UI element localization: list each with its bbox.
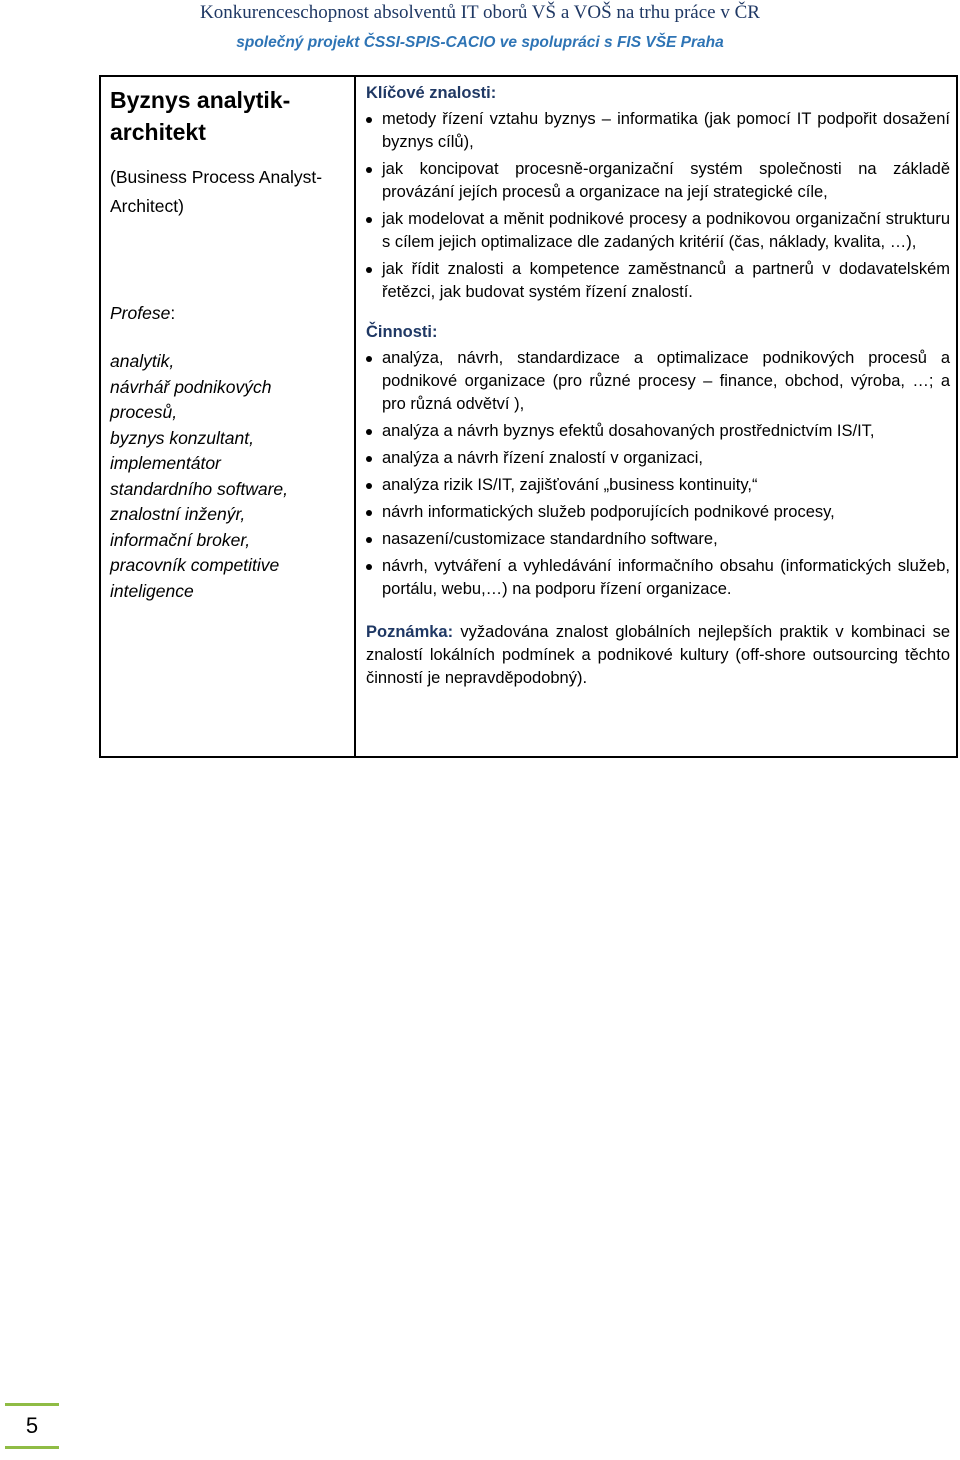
activity-item — [366, 420, 950, 443]
profese-item: analytik, — [110, 351, 175, 371]
activity-item — [366, 474, 950, 497]
note-label: Poznámka: — [366, 623, 454, 641]
bullet-icon — [366, 537, 372, 543]
page-number-box — [5, 1403, 59, 1449]
knowledge-item — [366, 258, 950, 304]
role-english-line: (Business Process Analyst- — [110, 167, 323, 187]
bullet-icon — [366, 429, 372, 435]
activity-item-text: analýza a návrh byznys efektů dosahovaných prostřednictvím IS/IT, — [382, 422, 875, 440]
profese-label — [110, 301, 346, 325]
activities-list — [366, 347, 950, 601]
knowledge-list — [366, 108, 950, 304]
activity-item-text: analýza a návrh řízení znalostí v organizaci, — [382, 449, 704, 467]
note-text: vyžadována znalost globálních nejlepších praktik v kombinaci se znalostí lokálních podmínek a podnikové kultury (off-shore outsourcing těchto činností je nepravděpodobný). — [366, 623, 950, 687]
knowledge-item-text: jak řídit znalosti a kompetence zaměstnanců a partnerů v dodavatelském řetězci, jak budovat systém řízení znalostí. — [382, 260, 950, 301]
profese-item: pracovník competitive — [110, 555, 280, 575]
role-column — [110, 84, 346, 604]
profese-item: byznys konzultant, — [110, 427, 254, 448]
role-title — [110, 84, 346, 148]
activity-item-text: návrh, vytváření a vyhledávání informačního obsahu (informatických služeb, portálu, webu,…) na podporu řízení organizace. — [382, 557, 950, 598]
page-number-rule-bottom — [5, 1446, 59, 1449]
knowledge-item-text: jak koncipovat procesně-organizační systém společnosti na základě provázání jejích procesů a organizace na její strategické cíle, — [382, 160, 950, 201]
activities-section-label: Činnosti: — [366, 323, 438, 341]
role-english-line: Architect) — [110, 196, 184, 216]
profese-label-colon: : — [170, 303, 176, 323]
profese-item: znalostní inženýr, — [110, 504, 246, 524]
activity-item-text: nasazení/customizace standardního software, — [382, 530, 718, 548]
bullet-icon — [366, 483, 372, 489]
document-header-title: Konkurenceschopnost absolventů IT oborů VŠ a VOŠ na trhu práce v ČR — [200, 2, 760, 23]
activity-item-text: analýza rizik IS/IT, zajišťování „business kontinuity,“ — [382, 476, 758, 494]
activity-item — [366, 501, 950, 524]
role-english-name — [110, 163, 346, 221]
document-header-subtitle: společný projekt ČSSI-SPIS-CACIO ve spolupráci s FIS VŠE Praha — [236, 34, 724, 51]
bullet-icon — [366, 356, 372, 362]
knowledge-item — [366, 108, 950, 154]
activity-item — [366, 555, 950, 601]
column-divider — [354, 77, 356, 756]
profese-item: návrhář podnikových — [110, 376, 272, 397]
profese-item: inteligence — [110, 580, 194, 601]
role-title-line: architekt — [110, 119, 206, 145]
knowledge-item — [366, 208, 950, 254]
description-column — [366, 82, 950, 690]
profese-list — [110, 349, 346, 604]
role-table — [99, 75, 958, 758]
profese-label-text: Profese — [110, 303, 171, 323]
role-title-line: Byznys analytik- — [110, 87, 291, 113]
profese-item: procesů, — [110, 402, 178, 422]
profese-item: implementátor — [110, 453, 221, 473]
knowledge-section-label: Klíčové znalosti: — [366, 84, 497, 102]
bullet-icon — [366, 167, 372, 173]
profese-item: informační broker, — [110, 529, 251, 550]
knowledge-item — [366, 158, 950, 204]
activity-item — [366, 447, 950, 470]
profese-item: standardního software, — [110, 478, 289, 499]
bullet-icon — [366, 510, 372, 516]
knowledge-item-text: jak modelovat a měnit podnikové procesy a podnikovou organizační strukturu s cílem jejich optimalizace dle zadaných kritérií (čas, náklady, kvalita, …), — [382, 210, 950, 251]
bullet-icon — [366, 564, 372, 570]
activity-item — [366, 347, 950, 416]
bullet-icon — [366, 267, 372, 273]
note-paragraph — [366, 621, 950, 690]
bullet-icon — [366, 217, 372, 223]
bullet-icon — [366, 117, 372, 123]
activity-item-text: návrh informatických služeb podporujících podnikové procesy, — [382, 503, 835, 521]
activity-item — [366, 528, 950, 551]
knowledge-item-text: metody řízení vztahu byznys – informatika (jak pomocí IT podpořit dosažení byznys cílů), — [382, 110, 950, 151]
page-number: 5 — [25, 1413, 39, 1438]
activity-item-text: analýza, návrh, standardizace a optimalizace podnikových procesů a podnikové organizace (pro různé procesy – finance, obchod, výroba, …; a pro různá odvětví ), — [382, 349, 950, 413]
bullet-icon — [366, 456, 372, 462]
